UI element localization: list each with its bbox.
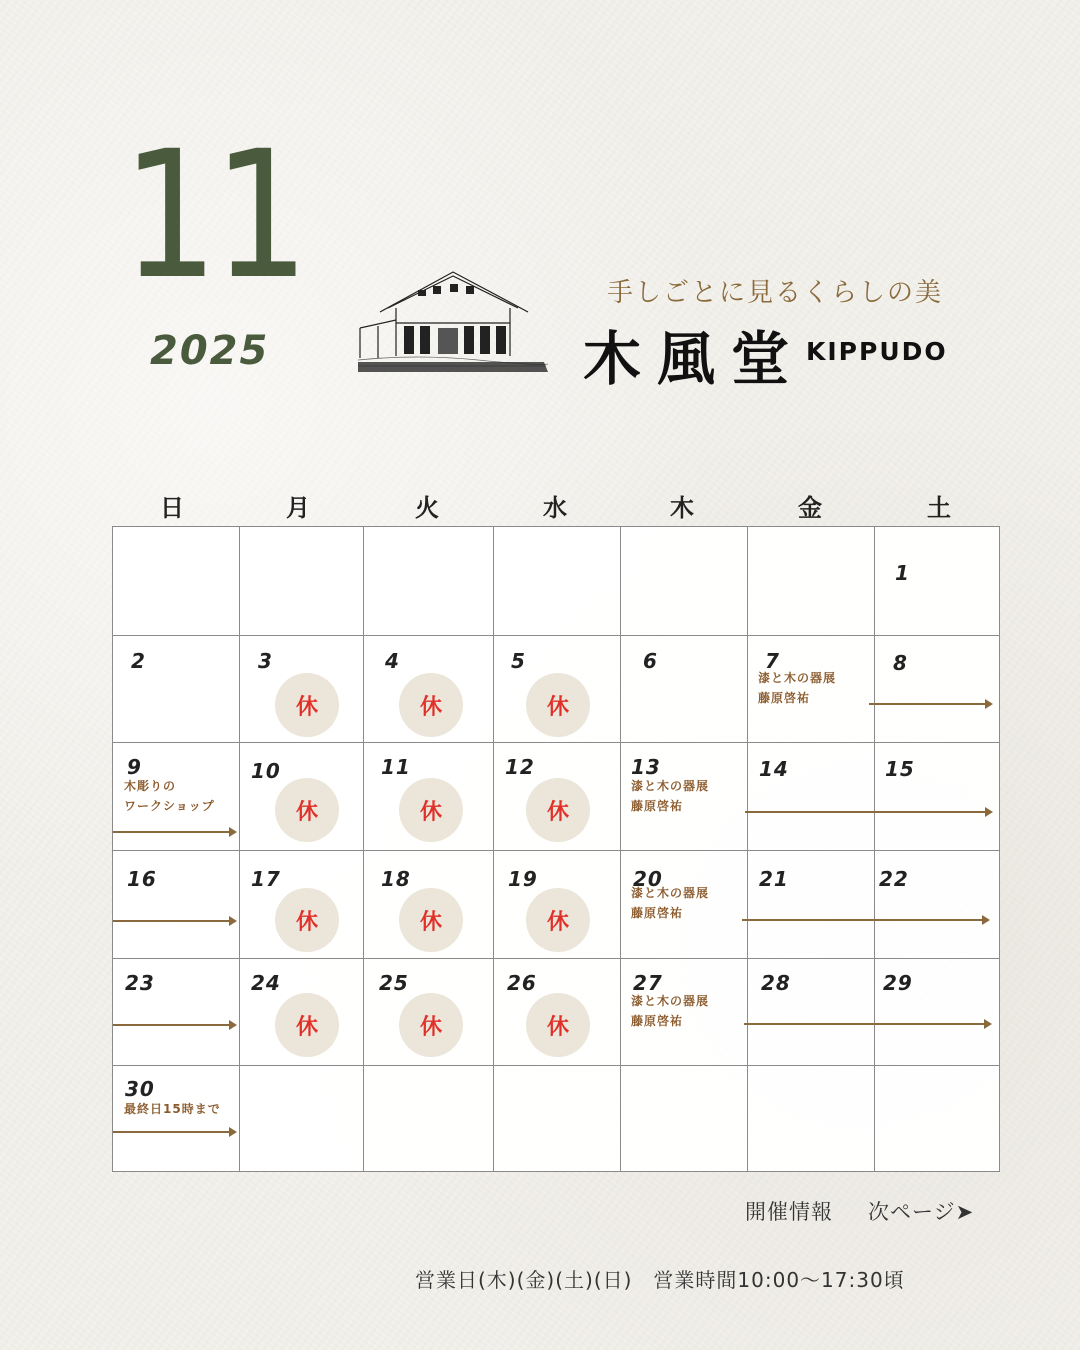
day-9: 9 (127, 755, 142, 779)
weekday-mon: 月 (286, 494, 310, 522)
day-15: 15 (885, 757, 915, 781)
event-exhibition-title: 漆と木の器展 (758, 671, 837, 685)
weekday-header-row (112, 488, 1001, 528)
day-19: 19 (508, 867, 538, 891)
closed-badge: 休 (526, 778, 590, 842)
event-continue-arrow (869, 703, 991, 705)
event-continue-arrow (113, 920, 235, 922)
shop-name-roman: KIPPUDO (806, 337, 948, 366)
closed-badge: 休 (526, 673, 590, 737)
day-16: 16 (127, 867, 157, 891)
event-continue-arrow (744, 1023, 990, 1025)
day-1: 1 (895, 561, 910, 585)
event-continue-arrow (113, 1131, 235, 1133)
day-6: 6 (643, 649, 658, 673)
event-workshop-line1: 木彫りの (124, 779, 177, 793)
event-continue-arrow (113, 831, 235, 833)
shop-tagline: 手しごとに見るくらしの美 (607, 278, 944, 308)
next-page-link[interactable]: 次ページ➤ (868, 1200, 975, 1224)
closed-badge: 休 (526, 888, 590, 952)
day-30: 30 (125, 1077, 155, 1101)
event-exhibition-artist: 藤原啓祐 (631, 1014, 684, 1028)
event-last-day-note: 最終日15時まで (124, 1102, 221, 1116)
day-14: 14 (759, 757, 789, 781)
closed-badge: 休 (399, 888, 463, 952)
weekday-sun: 日 (160, 494, 184, 522)
house-illustration (358, 268, 548, 372)
day-7: 7 (765, 649, 780, 673)
event-info-link[interactable]: 開催情報 (745, 1200, 833, 1224)
weekday-sat: 土 (927, 494, 951, 522)
day-13: 13 (631, 755, 661, 779)
closed-badge: 休 (275, 993, 339, 1057)
closed-badge: 休 (526, 993, 590, 1057)
event-exhibition-title: 漆と木の器展 (631, 886, 710, 900)
event-exhibition-artist: 藤原啓祐 (758, 691, 811, 705)
day-27: 27 (633, 971, 663, 995)
day-3: 3 (258, 649, 273, 673)
weekday-wed: 水 (543, 494, 567, 522)
year: 2025 (150, 328, 270, 374)
event-exhibition-artist: 藤原啓祐 (631, 906, 684, 920)
calendar-grid (112, 526, 1000, 1172)
day-21: 21 (759, 867, 789, 891)
closed-badge: 休 (275, 888, 339, 952)
shop-name-kanji: 木風堂 (583, 325, 806, 393)
day-18: 18 (381, 867, 411, 891)
day-25: 25 (379, 971, 409, 995)
event-exhibition-title: 漆と木の器展 (631, 779, 710, 793)
weekday-thu: 木 (670, 494, 694, 522)
closed-badge: 休 (275, 673, 339, 737)
month-number: 11 (122, 113, 305, 318)
day-24: 24 (251, 971, 281, 995)
day-23: 23 (125, 971, 155, 995)
event-exhibition-title: 漆と木の器展 (631, 994, 710, 1008)
weekday-tue: 火 (415, 494, 439, 522)
day-22: 22 (879, 867, 909, 891)
day-20: 20 (633, 867, 663, 891)
weekday-fri: 金 (798, 494, 822, 522)
day-10: 10 (251, 759, 281, 783)
day-29: 29 (883, 971, 913, 995)
event-workshop-line2: ワークショップ (124, 799, 215, 813)
closed-badge: 休 (275, 778, 339, 842)
closed-badge: 休 (399, 778, 463, 842)
day-11: 11 (381, 755, 411, 779)
day-26: 26 (507, 971, 537, 995)
event-continue-arrow (745, 811, 991, 813)
day-4: 4 (385, 649, 400, 673)
day-2: 2 (131, 649, 146, 673)
event-continue-arrow (113, 1024, 235, 1026)
event-exhibition-artist: 藤原啓祐 (631, 799, 684, 813)
day-28: 28 (761, 971, 791, 995)
day-5: 5 (511, 649, 526, 673)
business-hours: 営業日(木)(金)(土)(日) 営業時間10:00～17:30頃 (415, 1268, 905, 1292)
closed-badge: 休 (399, 993, 463, 1057)
day-8: 8 (893, 651, 908, 675)
day-17: 17 (251, 867, 281, 891)
closed-badge: 休 (399, 673, 463, 737)
event-continue-arrow (742, 919, 988, 921)
day-12: 12 (505, 755, 535, 779)
